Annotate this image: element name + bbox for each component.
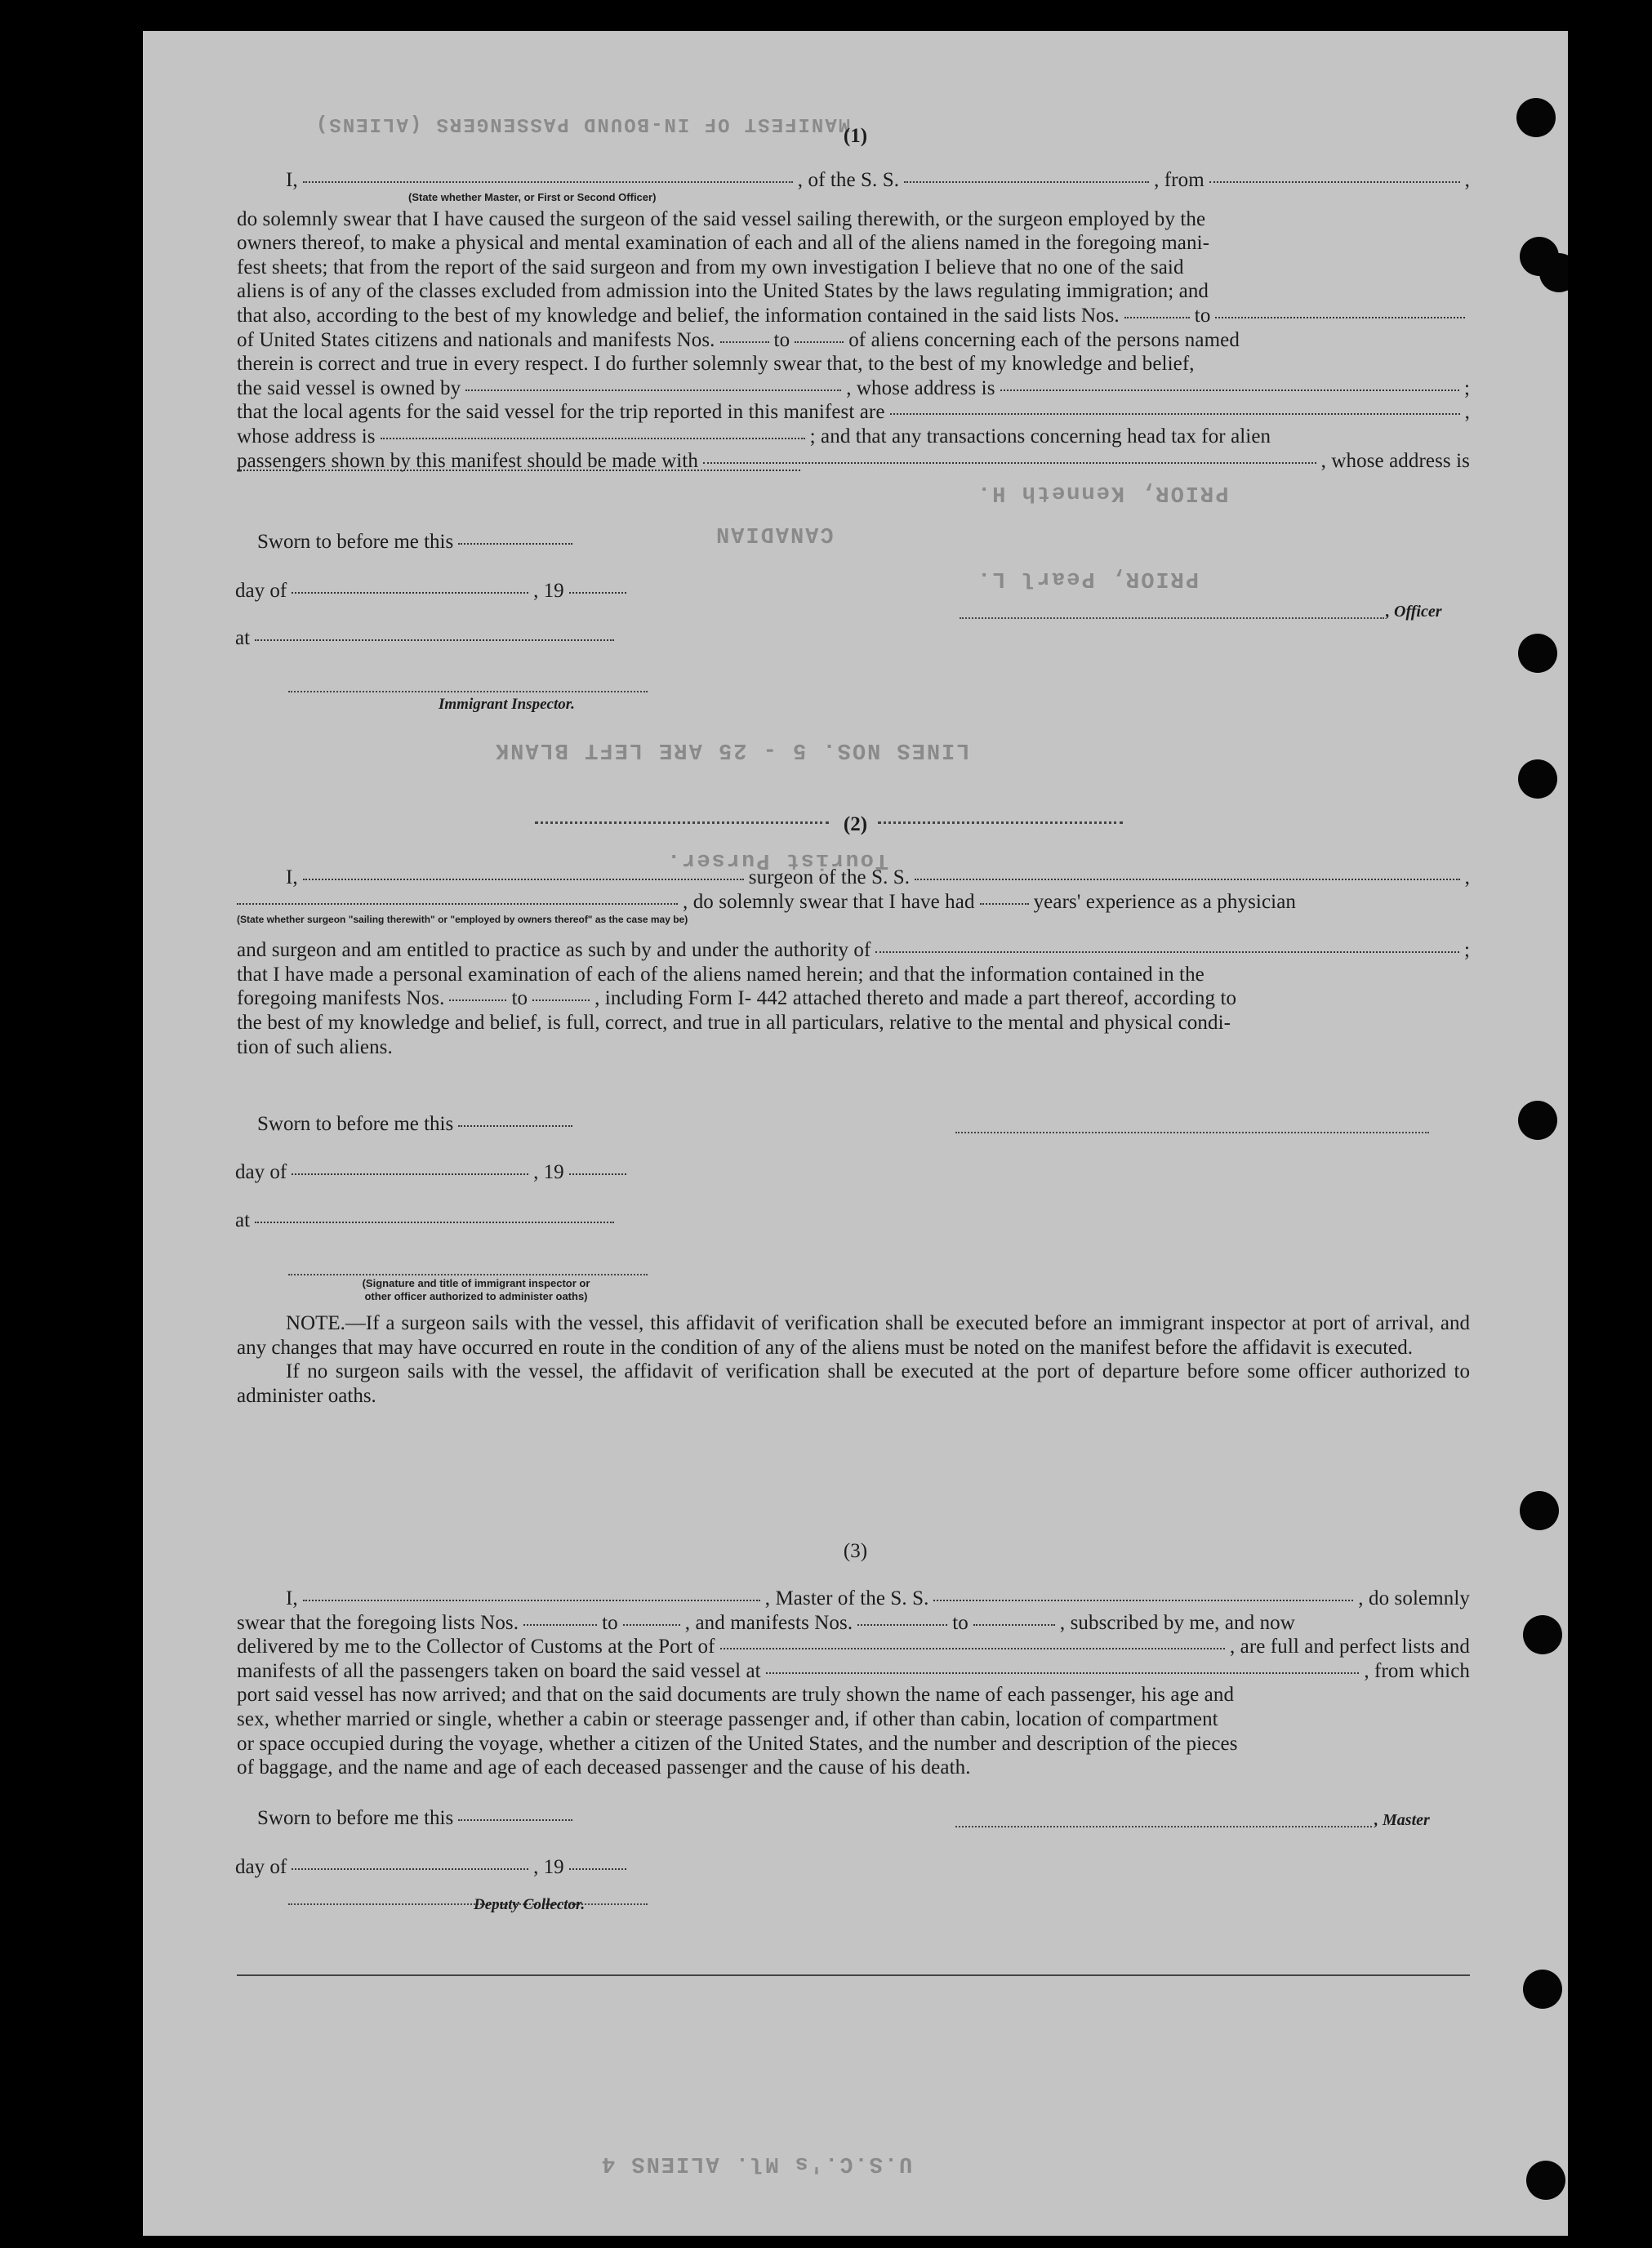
examination-line: that I have made a personal examination of each of the aliens named herein; and that the information contained in the <box>237 963 1204 986</box>
agents-field[interactable] <box>890 413 1460 415</box>
officer-signature-line[interactable] <box>960 617 1384 619</box>
master-name-field[interactable] <box>303 1600 760 1601</box>
year-field[interactable] <box>569 592 626 594</box>
location-field[interactable] <box>255 1222 614 1223</box>
sworn-field-2: Sworn to before me this <box>257 1113 577 1136</box>
master-signature-line[interactable] <box>955 1826 1372 1827</box>
passengers-line: passengers shown by this manifest should be made with , whose address is <box>237 449 1470 472</box>
therein-line: therein is correct and true in every respect. I do further solemnly swear that, to the best of my knowledge and belief, <box>237 353 1195 376</box>
note-paragraph-2: If no surgeon sails with the vessel, the affidavit of verification shall be executed at the port of departure before some officer authorized to administer oaths. <box>237 1360 1470 1407</box>
lists-line: that also, according to the best of my knowledge and belief, the information contained in the said lists Nos. to <box>237 304 1470 328</box>
day-of-field-1: day of , 19 <box>235 580 631 603</box>
knowledge-line: the best of my knowledge and belief, is full, correct, and true in all particulars, relative to the mental and physical condi- <box>237 1011 1231 1034</box>
owner-address-field[interactable] <box>1000 390 1459 391</box>
lists-manifests-line: swear that the foregoing lists Nos. to , and manifests Nos. to , subscribed by me, and now <box>237 1611 1295 1634</box>
body-line: owners thereof, to make a physical and mental examination of each and all of the aliens named in the foregoing mani- <box>237 232 1210 255</box>
voyage-line: or space occupied during the voyage, whether a citizen of the United States, and the number and description of the pieces <box>237 1732 1238 1755</box>
bleed-through-name-1: PRIOR, Kenneth H. <box>976 480 1229 505</box>
collector-line: delivered by me to the Collector of Customs at the Port of , are full and perfect lists and <box>237 1636 1470 1658</box>
punch-hole <box>1518 1101 1557 1140</box>
address-continuation-line <box>237 473 1470 497</box>
authority-field[interactable] <box>875 951 1459 953</box>
surgeon-status-field[interactable] <box>237 903 678 905</box>
month-field[interactable] <box>292 592 528 594</box>
note-block <box>237 1311 1470 1408</box>
citizens-line: of United States citizens and nationals and manifests Nos. to of aliens concerning each of the persons named <box>237 328 1240 351</box>
lists-to-field[interactable] <box>1215 317 1465 318</box>
inspector-signature-line[interactable] <box>288 691 648 692</box>
inspector-signature-line[interactable] <box>288 1274 648 1275</box>
agents-line: that the local agents for the said vessel for the trip reported in this manifest are , <box>237 401 1470 424</box>
day-of-field-3: day of , 19 <box>235 1856 631 1879</box>
years-experience-field[interactable] <box>980 903 1029 905</box>
immigrant-inspector-label: Immigrant Inspector. <box>439 696 575 713</box>
surgeon-name-field[interactable] <box>303 879 744 880</box>
signature-caption: (Signature and title of immigrant inspector or other officer authorized to administer oaths) <box>362 1277 590 1302</box>
officer-title-field[interactable] <box>303 181 793 183</box>
section-2-heading: (2) <box>843 813 868 835</box>
punch-hole <box>1520 1491 1559 1530</box>
surgeon-signature-line[interactable] <box>955 1132 1429 1133</box>
bleed-through-footer: U.S.C.'s Ml. ALIENS 4 <box>600 2151 913 2175</box>
manifests-to-field[interactable] <box>532 999 590 1001</box>
location-field[interactable] <box>255 639 614 641</box>
surgeon-vessel-field[interactable] <box>915 879 1459 880</box>
sworn-field-1: Sworn to before me this <box>257 531 577 554</box>
month-field[interactable] <box>292 1868 528 1870</box>
body-line: fest sheets; that from the report of the said surgeon and from my own investigation I believe that no one of the said <box>237 256 1184 278</box>
foregoing-manifests-line: foregoing manifests Nos. to , including Form I- 442 attached thereto and made a part thereof, according to <box>237 987 1237 1010</box>
baggage-line: of baggage, and the name and age of each deceased passenger and the cause of his death. <box>237 1756 971 1779</box>
boarded-line: manifests of all the passengers taken on board the said vessel at , from which <box>237 1659 1470 1682</box>
manifests-to-field[interactable] <box>973 1624 1055 1626</box>
boarding-port-field[interactable] <box>766 1672 1360 1674</box>
port-field[interactable] <box>720 1648 1225 1649</box>
head-tax-party-field[interactable] <box>703 462 1316 464</box>
manifests-from-field[interactable] <box>720 341 769 343</box>
document-page <box>143 31 1568 2236</box>
separator-dots <box>878 821 1123 824</box>
vessel-name-field[interactable] <box>904 181 1149 183</box>
bleed-through-purser: Tourist Purser. <box>666 848 889 872</box>
punch-hole <box>1523 1615 1562 1654</box>
lists-from-field[interactable] <box>1124 317 1190 318</box>
surgeon-caption: (State whether surgeon "sailing therewith" or "employed by owners thereof" as the case may be) <box>237 914 688 926</box>
condition-line: tion of such aliens. <box>237 1035 393 1058</box>
section-1-text <box>237 168 1470 497</box>
surgeon-swear-line: , do solemnly swear that I have had years' experience as a physician <box>237 890 1470 915</box>
master-label: , Master <box>1374 1811 1430 1829</box>
arrived-line: port said vessel has now arrived; and that on the said documents are truly shown the name of each passenger, his age and <box>237 1684 1235 1707</box>
body-line: do solemnly swear that I have caused the surgeon of the said vessel sailing therewith, or the surgeon employed by the <box>237 207 1206 230</box>
agents-address-field[interactable] <box>381 438 805 439</box>
bottom-rule <box>237 1974 1470 1976</box>
bleed-through-nationality: CANADIAN <box>715 521 834 545</box>
section-1-heading: (1) <box>843 125 868 147</box>
day-of-field-2: day of , 19 <box>235 1161 631 1184</box>
from-port-field[interactable] <box>1209 181 1460 183</box>
at-field-2: at <box>235 1209 619 1232</box>
punch-hole <box>1523 1970 1562 2009</box>
lists-to-field[interactable] <box>623 1624 680 1626</box>
sworn-day-field[interactable] <box>458 1125 572 1127</box>
whose-address-line: whose address is ; and that any transactions concerning head tax for alien <box>237 425 1271 447</box>
note-label: NOTE. <box>286 1312 345 1334</box>
surgeon-line: I, surgeon of the S. S. , <box>286 866 1470 888</box>
section-2-text <box>237 866 1470 1059</box>
note-paragraph-1: —If a surgeon sails with the vessel, this affidavit of verification shall be executed before an immigrant inspector at port of arrival, and any changes that may have occurred en route in the condition of any of the aliens must be noted on the manifest before the affidavit is executed. <box>237 1312 1470 1359</box>
punch-hole <box>1526 2161 1565 2200</box>
punch-hole <box>1518 634 1557 673</box>
sworn-field-3: Sworn to before me this <box>257 1807 577 1830</box>
manifests-from-field[interactable] <box>449 999 506 1001</box>
section-3-heading: (3) <box>843 1540 868 1562</box>
bleed-through-header: MANIFEST OF IN-BOUND PASSENGERS (ALIENS) <box>314 113 851 135</box>
sworn-day-field[interactable] <box>458 543 572 545</box>
lists-from-field[interactable] <box>523 1624 597 1626</box>
deputy-signature-line[interactable] <box>288 1903 648 1905</box>
sworn-day-field[interactable] <box>458 1819 572 1821</box>
body-line: aliens is of any of the classes excluded from admission into the United States by the laws regulating immigration; and <box>237 280 1209 303</box>
at-field-1: at <box>235 627 619 650</box>
bleed-through-name-2: PRIOR, Pearl L. <box>976 566 1200 590</box>
deputy-collector-label: Deputy Collector. <box>474 1896 586 1913</box>
manifests-from-field[interactable] <box>857 1624 947 1626</box>
head-tax-address-field[interactable] <box>237 470 800 471</box>
officer-caption: (State whether Master, or First or Second Officer) <box>408 190 657 203</box>
year-field[interactable] <box>569 1173 626 1175</box>
master-vessel-line: I, , Master of the S. S. , do solemnly <box>286 1587 1470 1609</box>
owner-field[interactable] <box>465 390 841 391</box>
officer-label: , Officer <box>1386 603 1442 621</box>
punch-hole <box>1539 253 1568 292</box>
bleed-through-blank-lines: LINES NOS. 5 - 25 ARE LEFT BLANK <box>494 737 970 762</box>
master-vessel-field[interactable] <box>933 1600 1353 1601</box>
authority-line: and surgeon and am entitled to practice as such by and under the authority of ; <box>237 939 1470 962</box>
owned-line: the said vessel is owned by , whose address is ; <box>237 376 1470 399</box>
manifests-to-field[interactable] <box>795 341 844 343</box>
year-field[interactable] <box>569 1868 626 1870</box>
sex-line: sex, whether married or single, whether a cabin or steerage passenger and, if other than cabin, location of compartment <box>237 1707 1218 1730</box>
month-field[interactable] <box>292 1173 528 1175</box>
punch-hole <box>1518 759 1557 799</box>
master-line: I, , of the S. S. , from , <box>286 169 1470 191</box>
section-3-text <box>237 1587 1470 1780</box>
